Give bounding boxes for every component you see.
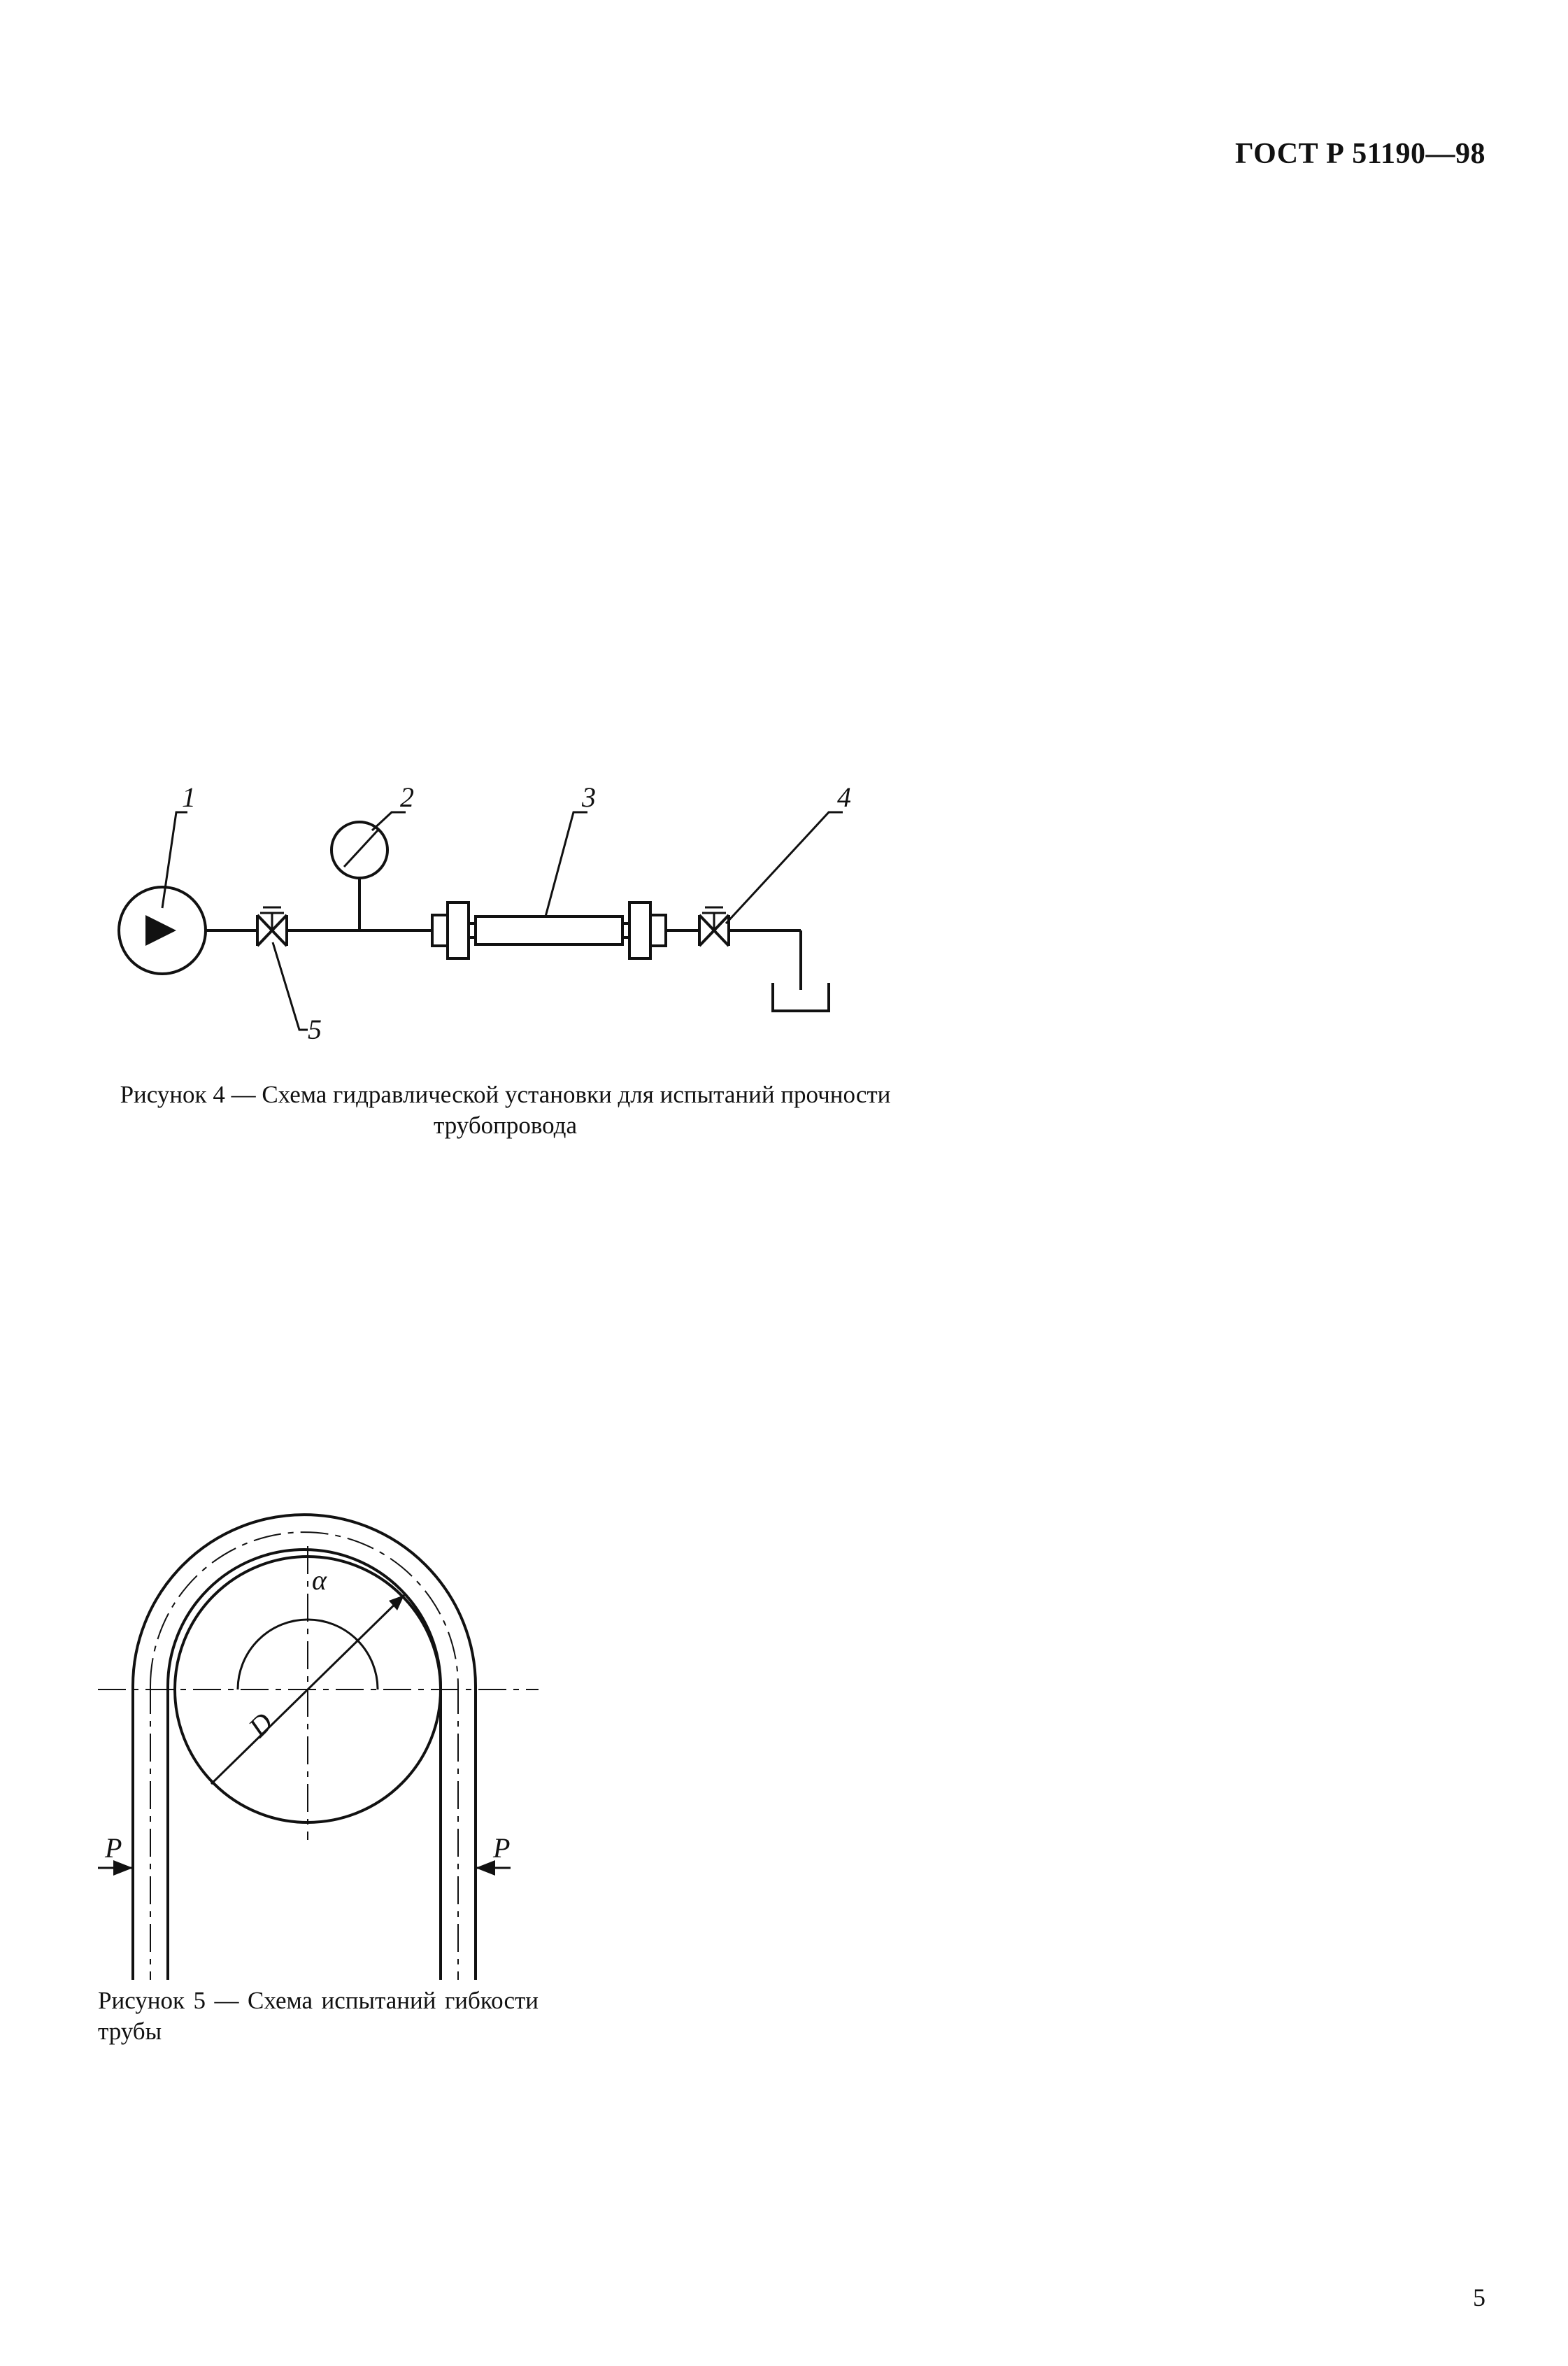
figure-4-caption: Рисунок 4 — Схема гидравлической установки для испытаний прочности трубопровода — [120, 1081, 891, 1139]
label-alpha: α — [312, 1564, 327, 1596]
figure-4 — [98, 780, 913, 1141]
label-force-right: P — [493, 1832, 511, 1864]
figure-5-caption: Рисунок 5 — Схема испытаний гибкости трубы — [98, 1987, 539, 2045]
label-5: 5 — [308, 1014, 322, 1045]
bend-test-diagram — [98, 1476, 539, 1980]
standard-code: ГОСТ Р 51190—98 — [1234, 138, 1485, 170]
label-1: 1 — [182, 781, 196, 813]
label-4: 4 — [837, 781, 851, 813]
label-diameter: D — [242, 1706, 279, 1743]
label-3: 3 — [582, 781, 596, 813]
page-number: 5 — [1473, 2283, 1485, 2311]
tested-pipe — [476, 916, 622, 944]
label-force-left: P — [105, 1832, 122, 1864]
figure-5 — [98, 1476, 539, 2047]
label-2: 2 — [400, 781, 414, 813]
hydraulic-scheme-diagram — [98, 780, 913, 1074]
